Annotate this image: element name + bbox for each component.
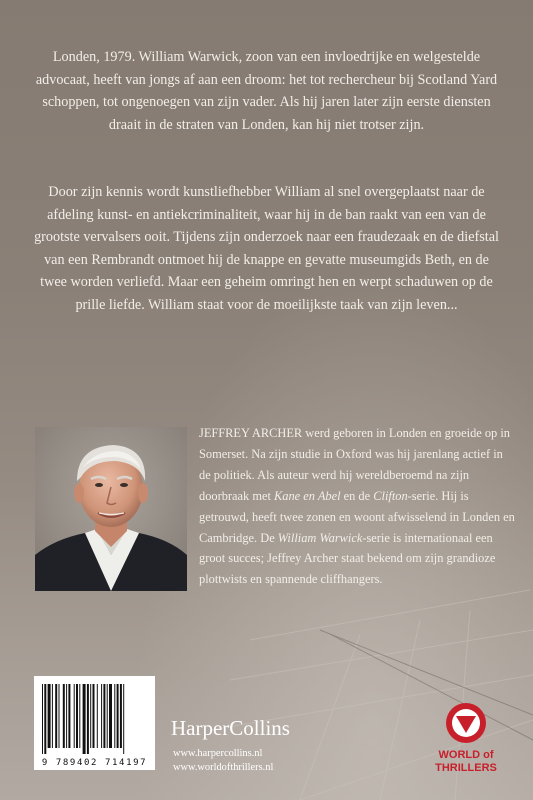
world-of-thrillers-logo <box>426 697 506 775</box>
publisher-url: www.harpercollins.nl <box>173 748 263 759</box>
author-bio <box>199 423 517 590</box>
barcode-bar <box>97 684 98 748</box>
barcode-bar <box>101 684 102 748</box>
author-bio-text-1: JEFFREY ARCHER werd geboren in Londen en groeide op in Somerset. Na zijn studie in Oxford was hij jarenlang actief in de politiek. Als auteur werd hij wereldberoemd na zijn doorbraak met <box>199 426 510 503</box>
barcode-bar <box>123 684 124 754</box>
logo-text-world-of: WORLD of <box>438 749 494 761</box>
barcode-digits: 9 789402 714197 <box>41 758 148 768</box>
barcode-bar <box>52 684 53 748</box>
publisher-name: HarperCollins <box>171 716 290 740</box>
barcode-bar <box>66 684 67 748</box>
author-bio-text-3: -serie. Hij is getrouwd, heeft twee zonen en woont afwisselend in Londen en Cambridge. De <box>199 488 515 545</box>
barcode-bar <box>59 684 60 748</box>
author-bio-text-2: en de <box>340 488 374 503</box>
barcode-bar <box>48 684 51 748</box>
author-bio-title-clifton: Clifton <box>373 488 408 503</box>
barcode-bar <box>83 684 86 754</box>
barcode-bar <box>68 684 70 748</box>
barcode-bar <box>109 684 112 748</box>
author-bio-title-william-warwick: William Warwick <box>277 530 363 545</box>
barcode-bar <box>76 684 78 748</box>
barcode-bar <box>79 684 80 748</box>
barcode-bar <box>55 684 57 748</box>
barcode-bar <box>87 684 89 754</box>
barcode-bar <box>42 684 43 754</box>
author-bio-title-kane-en-abel: Kane en Abel <box>274 488 341 503</box>
barcode-bar <box>107 684 108 748</box>
isbn-barcode <box>34 676 155 770</box>
barcode-bar <box>103 684 105 748</box>
barcode-bar <box>63 684 65 748</box>
barcode-bar <box>120 684 122 748</box>
world-of-thrillers-url: www.worldofthrillers.nl <box>173 762 274 773</box>
blurb-paragraph-2: Door zijn kennis wordt kunstliefhebber William al snel overgeplaatst naar de afdeling kunst- en antiekcriminaliteit, waar hij in de ban raakt van een van de grootste vervalsers ooit. Tijdens zijn onderzoek naar een fraudezaak en de diefstal van een Rembrandt ontmoet hij de knappe en gevatte museumgids Beth, en de twee worden verliefd. Maar een geheim omringt hen en werpt schaduwen op de prille liefde. William staat voor de moeilijkste taak van zijn leven... <box>34 184 499 313</box>
barcode-bar <box>44 684 46 754</box>
barcode-bar <box>114 684 115 748</box>
logo-text-thrillers: THRILLERS <box>435 762 497 774</box>
barcode-bar <box>90 684 91 748</box>
barcode-bars <box>34 676 155 756</box>
barcode-bar <box>74 684 75 748</box>
author-bio-text-4: -serie is internationaal een groot succes; Jeffrey Archer staat bekend om zijn grandioze plottwists en spannende cliffhangers. <box>199 530 496 587</box>
barcode-bar <box>117 684 119 748</box>
author-photo <box>35 427 187 591</box>
blurb-paragraph-1: Londen, 1979. William Warwick, zoon van een invloedrijke en welgestelde advocaat, heeft van jongs af aan een droom: het tot rechercheur bij Scotland Yard schoppen, tot ongenoegen van zijn vader. Als hij jaren later zijn eerste diensten draait in de straten van Londen, kan hij niet trotser zijn. <box>35 49 498 133</box>
barcode-bar <box>93 684 95 748</box>
